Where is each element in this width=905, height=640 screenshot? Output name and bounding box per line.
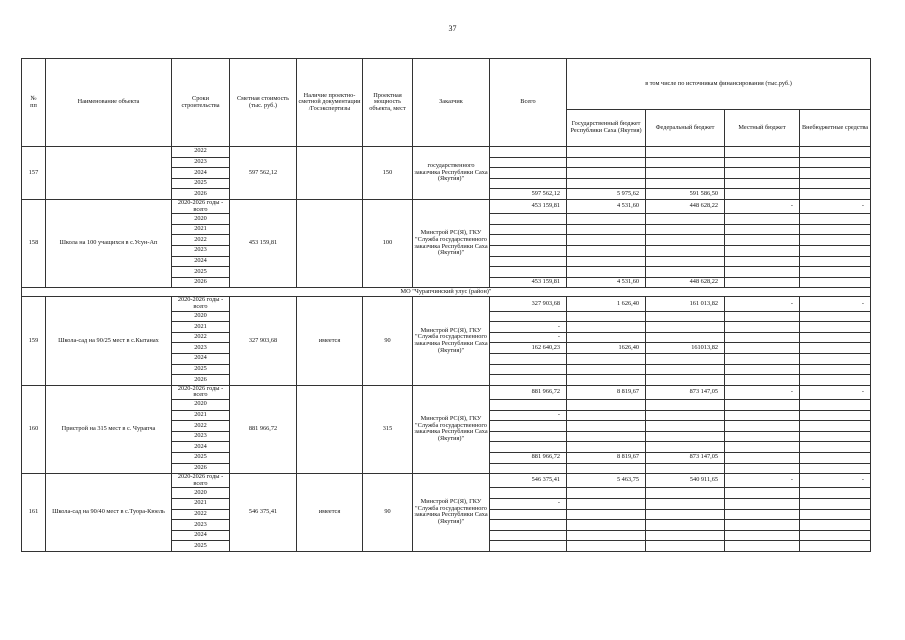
table-row: [22, 199, 871, 213]
period-cell: 2020-2026 годы - всего: [172, 199, 230, 213]
local-budget-cell: [725, 488, 800, 499]
object-name: Школа-сад на 90/25 мест в с.Кытанах: [46, 297, 172, 385]
federal-budget-cell: 873 147,05: [646, 385, 725, 399]
state-budget-cell: [567, 245, 646, 256]
header-cost: Сметная стоимость (тыс. руб.): [230, 59, 297, 147]
offbudget-cell: [800, 520, 871, 531]
period-cell: 2023: [172, 343, 230, 354]
state-budget-cell: 5 463,75: [567, 474, 646, 488]
capacity: 150: [363, 147, 413, 200]
object-number: 160: [22, 385, 46, 473]
state-budget-cell: [567, 530, 646, 541]
offbudget-cell: [800, 157, 871, 168]
total-cell: [490, 364, 567, 375]
local-budget-cell: -: [725, 199, 800, 213]
object-number: 157: [22, 147, 46, 200]
header-psd: Наличие проектно-сметной документации /Госэкспертизы: [297, 59, 363, 147]
total-cell: 162 640,23: [490, 343, 567, 354]
header-local-budget: Местный бюджет: [725, 110, 800, 147]
state-budget-cell: [567, 421, 646, 432]
table-row: [22, 147, 871, 158]
state-budget-cell: [567, 178, 646, 189]
psd-status: имеется: [297, 474, 363, 552]
federal-budget-cell: [646, 442, 725, 453]
state-budget-cell: [567, 147, 646, 158]
state-budget-cell: [567, 267, 646, 278]
local-budget-cell: [725, 311, 800, 322]
offbudget-cell: [800, 498, 871, 509]
local-budget-cell: [725, 214, 800, 225]
federal-budget-cell: [646, 399, 725, 410]
total-cell: [490, 530, 567, 541]
period-cell: 2023: [172, 245, 230, 256]
psd-status: имеется: [297, 297, 363, 385]
state-budget-cell: [567, 353, 646, 364]
period-cell: 2024: [172, 353, 230, 364]
total-cell: [490, 214, 567, 225]
state-budget-cell: [567, 488, 646, 499]
state-budget-cell: [567, 322, 646, 333]
period-cell: 2025: [172, 178, 230, 189]
state-budget-cell: 8 819,67: [567, 452, 646, 463]
local-budget-cell: [725, 235, 800, 246]
object-number: 159: [22, 297, 46, 385]
federal-budget-cell: [646, 332, 725, 343]
local-budget-cell: [725, 277, 800, 288]
period-cell: 2020: [172, 214, 230, 225]
offbudget-cell: [800, 235, 871, 246]
table-row: [22, 297, 871, 311]
offbudget-cell: [800, 332, 871, 343]
object-name: Пристрой на 315 мест в с. Чурапча: [46, 385, 172, 473]
object-name: [46, 147, 172, 200]
federal-budget-cell: [646, 463, 725, 474]
header-federal-budget: Федеральный бюджет: [646, 110, 725, 147]
total-cell: 881 966,72: [490, 452, 567, 463]
federal-budget-cell: 873 147,05: [646, 452, 725, 463]
local-budget-cell: [725, 267, 800, 278]
local-budget-cell: [725, 375, 800, 386]
period-cell: 2024: [172, 168, 230, 179]
period-cell: 2025: [172, 267, 230, 278]
offbudget-cell: [800, 189, 871, 200]
total-cell: [490, 147, 567, 158]
header-sources: в том числе по источникам финансирования (тыс.руб.): [567, 59, 871, 110]
header-offbudget: Внебюджетные средства: [800, 110, 871, 147]
local-budget-cell: [725, 442, 800, 453]
period-cell: 2024: [172, 256, 230, 267]
estimated-cost: 546 375,41: [230, 474, 297, 552]
state-budget-cell: [567, 442, 646, 453]
capacity: 90: [363, 474, 413, 552]
offbudget-cell: [800, 488, 871, 499]
header-row: [22, 59, 871, 110]
period-cell: 2025: [172, 364, 230, 375]
state-budget-cell: 4 531,60: [567, 199, 646, 213]
estimated-cost: 453 159,81: [230, 199, 297, 287]
federal-budget-cell: [646, 256, 725, 267]
state-budget-cell: [567, 431, 646, 442]
federal-budget-cell: [646, 488, 725, 499]
header-period: Сроки строительства: [172, 59, 230, 147]
period-cell: 2022: [172, 147, 230, 158]
customer: Минстрой РС(Я), ГКУ "Служба государственного заказчика Республики Саха (Якутия)": [413, 385, 490, 473]
object-number: 161: [22, 474, 46, 552]
period-cell: 2022: [172, 421, 230, 432]
local-budget-cell: [725, 530, 800, 541]
header-customer: Заказчик: [413, 59, 490, 147]
federal-budget-cell: [646, 147, 725, 158]
total-cell: [490, 168, 567, 179]
state-budget-cell: [567, 157, 646, 168]
state-budget-cell: [567, 375, 646, 386]
state-budget-cell: [567, 224, 646, 235]
offbudget-cell: [800, 256, 871, 267]
state-budget-cell: 1 626,40: [567, 297, 646, 311]
local-budget-cell: [725, 452, 800, 463]
customer: государственного заказчика Республики Саха (Якутия)": [413, 147, 490, 200]
state-budget-cell: [567, 311, 646, 322]
federal-budget-cell: [646, 498, 725, 509]
state-budget-cell: 5 975,62: [567, 189, 646, 200]
period-cell: 2021: [172, 322, 230, 333]
object-name: Школа-сад на 90/40 мест в с.Туора-Кюель: [46, 474, 172, 552]
period-cell: 2021: [172, 410, 230, 421]
total-cell: 453 159,81: [490, 277, 567, 288]
state-budget-cell: [567, 168, 646, 179]
federal-budget-cell: [646, 421, 725, 432]
total-cell: [490, 520, 567, 531]
period-cell: 2021: [172, 224, 230, 235]
customer: Минстрой РС(Я), ГКУ "Служба государственного заказчика Республики Саха (Якутия)": [413, 199, 490, 287]
federal-budget-cell: [646, 245, 725, 256]
state-budget-cell: [567, 498, 646, 509]
total-cell: [490, 235, 567, 246]
offbudget-cell: [800, 410, 871, 421]
federal-budget-cell: [646, 530, 725, 541]
state-budget-cell: 4 531,60: [567, 277, 646, 288]
federal-budget-cell: [646, 431, 725, 442]
local-budget-cell: [725, 463, 800, 474]
total-cell: [490, 224, 567, 235]
offbudget-cell: [800, 452, 871, 463]
federal-budget-cell: 448 628,22: [646, 199, 725, 213]
local-budget-cell: -: [725, 297, 800, 311]
local-budget-cell: [725, 364, 800, 375]
offbudget-cell: [800, 399, 871, 410]
capacity: 315: [363, 385, 413, 473]
estimated-cost: 881 966,72: [230, 385, 297, 473]
total-cell: [490, 245, 567, 256]
object-name: Школа на 100 учащихся в с.Усун-Ап: [46, 199, 172, 287]
offbudget-cell: [800, 277, 871, 288]
local-budget-cell: [725, 498, 800, 509]
local-budget-cell: [725, 245, 800, 256]
state-budget-cell: [567, 214, 646, 225]
offbudget-cell: [800, 267, 871, 278]
header-capacity: Проектная мощность объекта, мест: [363, 59, 413, 147]
offbudget-cell: [800, 147, 871, 158]
federal-budget-cell: [646, 364, 725, 375]
federal-budget-cell: [646, 322, 725, 333]
total-cell: [490, 431, 567, 442]
federal-budget-cell: [646, 214, 725, 225]
offbudget-cell: [800, 311, 871, 322]
psd-status: [297, 147, 363, 200]
federal-budget-cell: [646, 168, 725, 179]
object-number: 158: [22, 199, 46, 287]
federal-budget-cell: [646, 520, 725, 531]
total-cell: [490, 178, 567, 189]
federal-budget-cell: [646, 157, 725, 168]
local-budget-cell: [725, 157, 800, 168]
local-budget-cell: [725, 224, 800, 235]
local-budget-cell: [725, 509, 800, 520]
period-cell: 2020-2026 годы - всего: [172, 297, 230, 311]
local-budget-cell: [725, 147, 800, 158]
local-budget-cell: [725, 421, 800, 432]
page-number: 37: [448, 24, 457, 33]
estimated-cost: 597 562,12: [230, 147, 297, 200]
state-budget-cell: [567, 364, 646, 375]
federal-budget-cell: [646, 375, 725, 386]
total-cell: -: [490, 498, 567, 509]
federal-budget-cell: 161013,82: [646, 343, 725, 354]
state-budget-cell: 8 819,67: [567, 385, 646, 399]
offbudget-cell: [800, 375, 871, 386]
period-cell: 2020-2026 годы - всего: [172, 385, 230, 399]
federal-budget-cell: [646, 353, 725, 364]
offbudget-cell: [800, 541, 871, 552]
period-cell: 2020: [172, 399, 230, 410]
total-cell: [490, 399, 567, 410]
total-cell: [490, 421, 567, 432]
offbudget-cell: -: [800, 199, 871, 213]
local-budget-cell: [725, 410, 800, 421]
header-state-budget: Государственный бюджет Республики Саха (Якутия): [567, 110, 646, 147]
period-cell: 2023: [172, 157, 230, 168]
total-cell: 881 966,72: [490, 385, 567, 399]
offbudget-cell: [800, 463, 871, 474]
local-budget-cell: [725, 353, 800, 364]
local-budget-cell: [725, 256, 800, 267]
federal-budget-cell: [646, 311, 725, 322]
period-cell: 2023: [172, 431, 230, 442]
total-cell: [490, 375, 567, 386]
total-cell: [490, 488, 567, 499]
total-cell: [490, 256, 567, 267]
section-row: [22, 288, 871, 297]
total-cell: [490, 541, 567, 552]
period-cell: 2024: [172, 442, 230, 453]
local-budget-cell: [725, 332, 800, 343]
offbudget-cell: [800, 421, 871, 432]
local-budget-cell: [725, 178, 800, 189]
table-row: [22, 474, 871, 488]
total-cell: [490, 353, 567, 364]
federal-budget-cell: 591 586,50: [646, 189, 725, 200]
offbudget-cell: [800, 214, 871, 225]
total-cell: [490, 509, 567, 520]
period-cell: 2020-2026 годы - всего: [172, 474, 230, 488]
offbudget-cell: -: [800, 474, 871, 488]
state-budget-cell: [567, 520, 646, 531]
period-cell: 2021: [172, 498, 230, 509]
estimated-cost: 327 903,68: [230, 297, 297, 385]
local-budget-cell: [725, 322, 800, 333]
federal-budget-cell: [646, 509, 725, 520]
local-budget-cell: [725, 541, 800, 552]
customer: Минстрой РС(Я), ГКУ "Служба государственного заказчика Республики Саха (Якутия)": [413, 474, 490, 552]
period-cell: 2026: [172, 189, 230, 200]
total-cell: -: [490, 410, 567, 421]
psd-status: [297, 385, 363, 473]
offbudget-cell: -: [800, 297, 871, 311]
local-budget-cell: [725, 168, 800, 179]
federal-budget-cell: [646, 235, 725, 246]
period-cell: 2026: [172, 463, 230, 474]
financing-table: [21, 58, 871, 552]
offbudget-cell: [800, 509, 871, 520]
local-budget-cell: [725, 399, 800, 410]
period-cell: 2026: [172, 277, 230, 288]
period-cell: 2022: [172, 332, 230, 343]
federal-budget-cell: 448 628,22: [646, 277, 725, 288]
state-budget-cell: [567, 256, 646, 267]
federal-budget-cell: [646, 541, 725, 552]
offbudget-cell: [800, 442, 871, 453]
total-cell: [490, 267, 567, 278]
capacity: 90: [363, 297, 413, 385]
federal-budget-cell: 540 911,65: [646, 474, 725, 488]
total-cell: [490, 157, 567, 168]
total-cell: [490, 442, 567, 453]
section-label: МО "Чурапчинский улус (район)": [22, 288, 871, 297]
offbudget-cell: -: [800, 385, 871, 399]
total-cell: [490, 463, 567, 474]
offbudget-cell: [800, 322, 871, 333]
local-budget-cell: -: [725, 474, 800, 488]
period-cell: 2025: [172, 452, 230, 463]
offbudget-cell: [800, 168, 871, 179]
local-budget-cell: [725, 189, 800, 200]
period-cell: 2025: [172, 541, 230, 552]
offbudget-cell: [800, 431, 871, 442]
state-budget-cell: [567, 410, 646, 421]
total-cell: 453 159,81: [490, 199, 567, 213]
customer: Минстрой РС(Я), ГКУ "Служба государственного заказчика Республики Саха (Якутия)": [413, 297, 490, 385]
local-budget-cell: [725, 343, 800, 354]
offbudget-cell: [800, 178, 871, 189]
period-cell: 2024: [172, 530, 230, 541]
psd-status: [297, 199, 363, 287]
capacity: 100: [363, 199, 413, 287]
federal-budget-cell: [646, 224, 725, 235]
period-cell: 2023: [172, 520, 230, 531]
local-budget-cell: -: [725, 385, 800, 399]
federal-budget-cell: [646, 267, 725, 278]
federal-budget-cell: 161 013,82: [646, 297, 725, 311]
offbudget-cell: [800, 530, 871, 541]
header-no: № пп: [22, 59, 46, 147]
offbudget-cell: [800, 353, 871, 364]
offbudget-cell: [800, 343, 871, 354]
offbudget-cell: [800, 224, 871, 235]
table-row: [22, 385, 871, 399]
state-budget-cell: [567, 235, 646, 246]
state-budget-cell: [567, 463, 646, 474]
state-budget-cell: [567, 399, 646, 410]
local-budget-cell: [725, 431, 800, 442]
state-budget-cell: [567, 509, 646, 520]
period-cell: 2022: [172, 509, 230, 520]
period-cell: 2026: [172, 375, 230, 386]
header-total: Всего: [490, 59, 567, 147]
federal-budget-cell: [646, 410, 725, 421]
header-name: Наименование объекта: [46, 59, 172, 147]
period-cell: 2020: [172, 488, 230, 499]
total-cell: 597 562,12: [490, 189, 567, 200]
offbudget-cell: [800, 364, 871, 375]
total-cell: -: [490, 332, 567, 343]
total-cell: 327 903,68: [490, 297, 567, 311]
local-budget-cell: [725, 520, 800, 531]
total-cell: [490, 311, 567, 322]
state-budget-cell: [567, 541, 646, 552]
federal-budget-cell: [646, 178, 725, 189]
total-cell: 546 375,41: [490, 474, 567, 488]
period-cell: 2020: [172, 311, 230, 322]
total-cell: -: [490, 322, 567, 333]
offbudget-cell: [800, 245, 871, 256]
state-budget-cell: [567, 332, 646, 343]
state-budget-cell: 1626,40: [567, 343, 646, 354]
period-cell: 2022: [172, 235, 230, 246]
